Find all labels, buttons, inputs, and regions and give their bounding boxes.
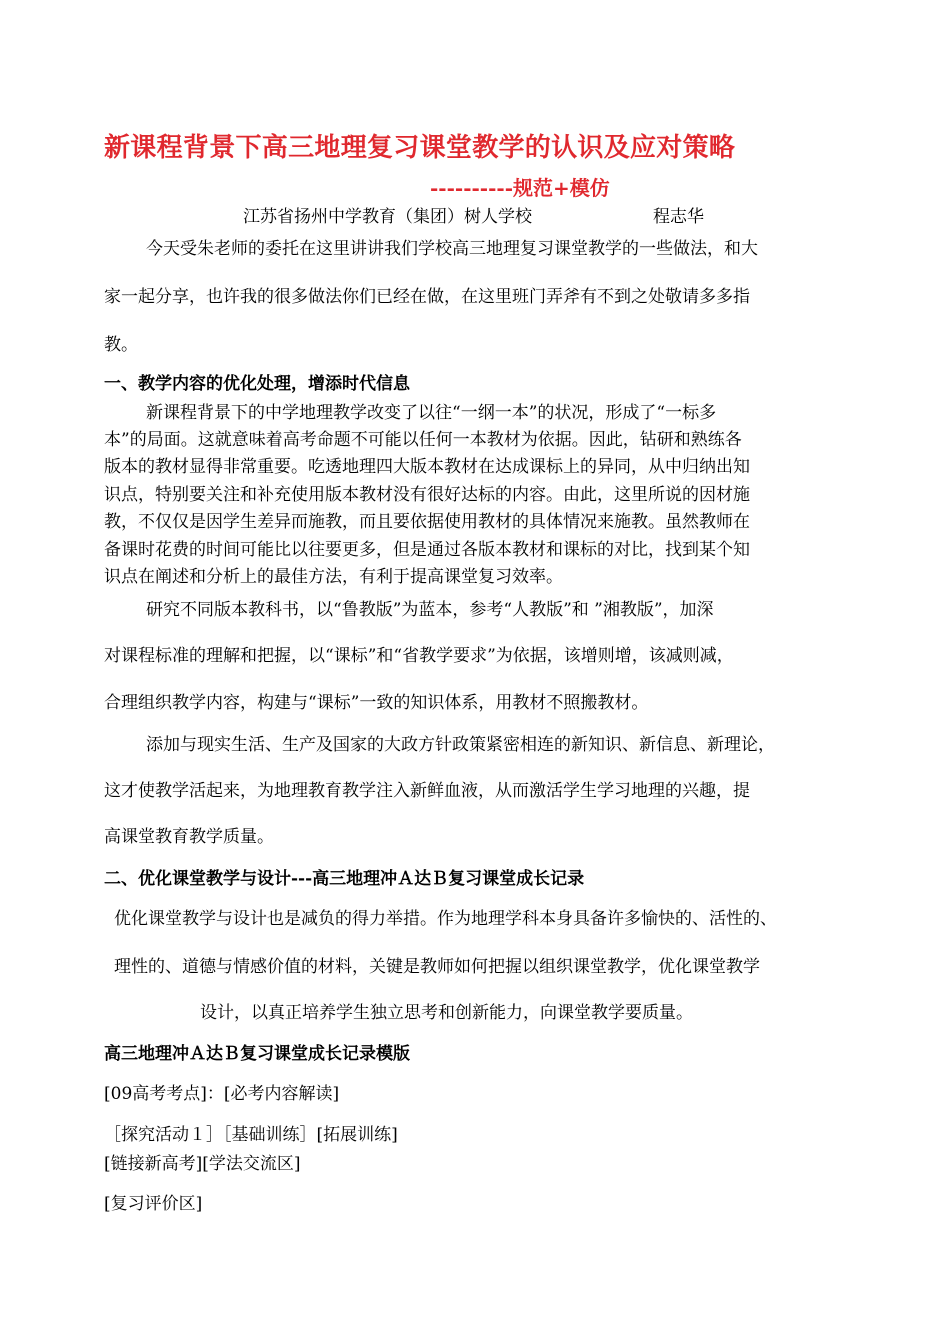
page-title: 新课程背景下高三地理复习课堂教学的认识及应对策略: [104, 133, 736, 163]
paragraph-line: 高课堂教育教学质量。: [104, 827, 274, 847]
paragraph-line: 研究不同版本教科书，以“鲁教版”为蓝本，参考“人教版”和 ”湘教版”，加深: [146, 600, 714, 620]
intro-line: 家一起分享，也许我的很多做法你们已经在做，在这里班门弄斧有不到之处敬请多多指: [104, 287, 750, 307]
paragraph-line: 本”的局面。这就意味着高考命题不可能以任何一本教材为依据。因此，钻研和熟练各: [104, 430, 742, 450]
page-subtitle: ----------规范+模仿: [430, 176, 610, 200]
paragraph-line: 设计，以真正培养学生独立思考和创新能力，向课堂教学要质量。: [200, 1003, 693, 1023]
paragraph-line: 新课程背景下的中学地理教学改变了以往“一纲一本”的状况，形成了“一标多: [146, 403, 717, 423]
template-heading: 高三地理冲Ａ达Ｂ复习课堂成长记录模版: [104, 1044, 410, 1064]
section-heading: 一、教学内容的优化处理，增添时代信息: [104, 374, 410, 394]
paragraph-line: 识点，特别要关注和补充使用版本教材没有很好达标的内容。由此，这里所说的因材施: [104, 485, 750, 505]
paragraph-line: 版本的教材显得非常重要。吃透地理四大版本教材在达成课标上的异同，从中归纳出知: [104, 457, 750, 477]
section-heading: 二、优化课堂教学与设计---高三地理冲Ａ达Ｂ复习课堂成长记录: [104, 869, 585, 889]
intro-line: 教。: [104, 335, 138, 355]
paragraph-line: 识点在阐述和分析上的最佳方法，有利于提高课堂复习效率。: [104, 567, 563, 587]
intro-line: 今天受朱老师的委托在这里讲讲我们学校高三地理复习课堂教学的一些做法，和大: [146, 239, 758, 259]
paragraph-line: 理性的、道德与情感价值的材料，关键是教师如何把握以组织课堂教学，优化课堂教学: [114, 957, 760, 977]
paragraph-line: 对课程标准的理解和把握，以“课标”和“省教学要求”为依据，该增则增，该减则减，: [104, 646, 734, 666]
paragraph-line: 合理组织教学内容，构建与“课标”一致的知识体系，用教材不照搬教材。: [104, 693, 649, 713]
template-item: [链接新高考][学法交流区]: [104, 1154, 301, 1174]
author-name: 程志华: [653, 207, 704, 227]
paragraph-line: 优化课堂教学与设计也是减负的得力举措。作为地理学科本身具备许多愉快的、活性的、: [114, 909, 777, 929]
paragraph-line: 这才使教学活起来，为地理教育教学注入新鲜血液，从而激活学生学习地理的兴趣，提: [104, 781, 750, 801]
template-item: ［探究活动１］［基础训练］[拓展训练]: [104, 1125, 398, 1145]
author-school: 江苏省扬州中学教育（集团）树人学校: [243, 207, 532, 227]
template-item: [复习评价区]: [104, 1194, 203, 1214]
paragraph-line: 添加与现实生活、生产及国家的大政方针政策紧密相连的新知识、新信息、新理论，: [146, 735, 775, 755]
paragraph-line: 教，不仅仅是因学生差异而施教，而且要依据使用教材的具体情况来施教。虽然教师在: [104, 512, 750, 532]
template-item: [09高考考点]：[必考内容解读]: [104, 1084, 340, 1104]
paragraph-line: 备课时花费的时间可能比以往要更多，但是通过各版本教材和课标的对比，找到某个知: [104, 540, 750, 560]
